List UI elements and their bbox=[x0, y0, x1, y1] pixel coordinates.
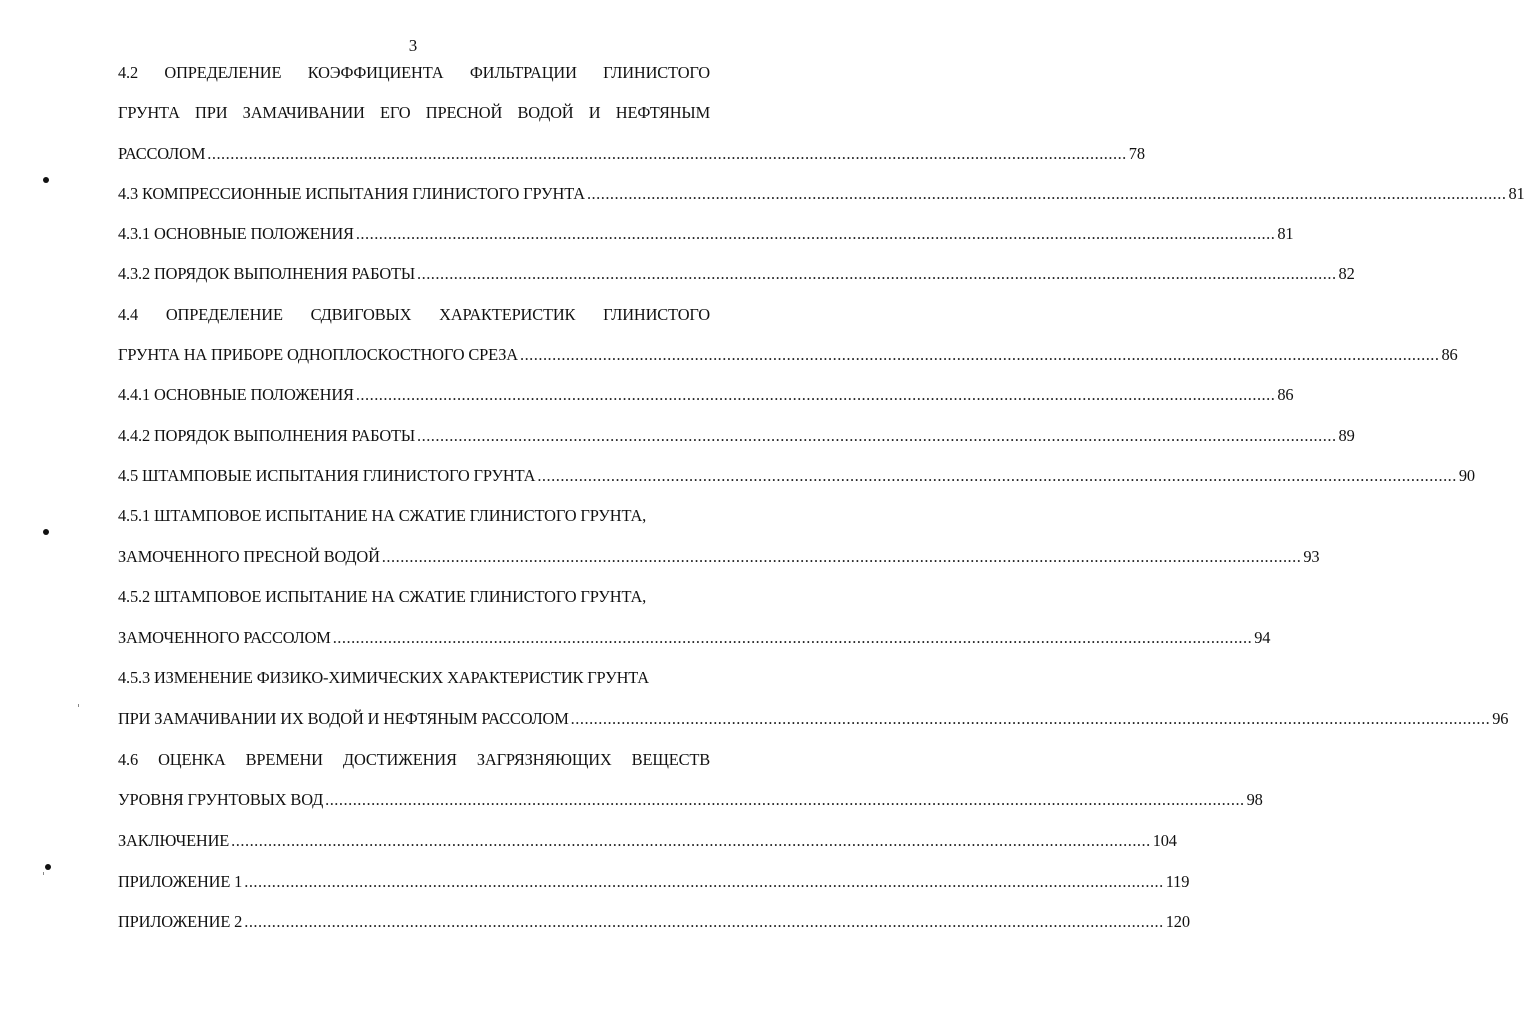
toc-entry[interactable] bbox=[118, 872, 1190, 892]
dot-leader: ........................................................................................................................................................................................................ bbox=[355, 224, 1276, 243]
toc-entry-page: 81 bbox=[1508, 184, 1525, 203]
toc-line: 4.5.3 ИЗМЕНЕНИЕ ФИЗИКО-ХИМИЧЕСКИХ ХАРАКТЕРИСТИК ГРУНТА bbox=[118, 668, 649, 687]
toc-entry-title: 4.4.2 ПОРЯДОК ВЫПОЛНЕНИЯ РАБОТЫ bbox=[118, 426, 416, 445]
binding-hole-mark bbox=[45, 864, 51, 870]
toc-entry-page: 89 bbox=[1338, 426, 1355, 445]
toc-entry[interactable] bbox=[118, 628, 1271, 648]
toc-entry-title: 4.4.1 ОСНОВНЫЕ ПОЛОЖЕНИЯ bbox=[118, 385, 354, 404]
dot-leader: ........................................................................................................................................................................................................ bbox=[244, 872, 1164, 891]
dot-leader: ........................................................................................................................................................................................................ bbox=[355, 385, 1276, 404]
toc-line: 4.2 ОПРЕДЕЛЕНИЕ КОЭФФИЦИЕНТА ФИЛЬТРАЦИИ ГЛИНИСТОГО bbox=[118, 63, 710, 82]
dot-leader: ........................................................................................................................................................................................................ bbox=[325, 790, 1245, 809]
toc-entry-title: ЗАКЛЮЧЕНИЕ bbox=[118, 831, 230, 850]
dot-leader: ........................................................................................................................................................................................................ bbox=[244, 912, 1164, 931]
scan-speck bbox=[78, 704, 79, 707]
toc-entry-title: 4.5 ШТАМПОВЫЕ ИСПЫТАНИЯ ГЛИНИСТОГО ГРУНТА bbox=[118, 466, 536, 485]
toc-entry[interactable] bbox=[118, 144, 1145, 164]
dot-leader: ........................................................................................................................................................................................................ bbox=[417, 426, 1337, 445]
toc-entry[interactable] bbox=[118, 831, 1177, 851]
toc-entry-page: 98 bbox=[1246, 790, 1263, 809]
toc-entry-title: ПРИ ЗАМАЧИВАНИИ ИХ ВОДОЙ И НЕФТЯНЫМ РАССОЛОМ bbox=[118, 709, 569, 728]
dot-leader: ........................................................................................................................................................................................................ bbox=[231, 831, 1151, 850]
toc-entry-title: ПРИЛОЖЕНИЕ 1 bbox=[118, 872, 243, 891]
dot-leader: ........................................................................................................................................................................................................ bbox=[519, 345, 1440, 364]
toc-entry[interactable] bbox=[118, 426, 1355, 446]
toc-entry-page: 86 bbox=[1277, 385, 1294, 404]
toc-line: 4.6 ОЦЕНКА ВРЕМЕНИ ДОСТИЖЕНИЯ ЗАГРЯЗНЯЮЩИХ ВЕЩЕСТВ bbox=[118, 750, 710, 769]
toc-entry-title: ПРИЛОЖЕНИЕ 2 bbox=[118, 912, 243, 931]
toc-line: 4.4 ОПРЕДЕЛЕНИЕ СДВИГОВЫХ ХАРАКТЕРИСТИК ГЛИНИСТОГО bbox=[118, 305, 710, 324]
toc-entry-page: 93 bbox=[1303, 547, 1320, 566]
toc-entry-page: 78 bbox=[1128, 144, 1145, 163]
dot-leader: ........................................................................................................................................................................................................ bbox=[381, 547, 1302, 566]
toc-entry-title: УРОВНЯ ГРУНТОВЫХ ВОД bbox=[118, 790, 324, 809]
toc-entry[interactable] bbox=[118, 547, 1320, 567]
toc-entry-page: 94 bbox=[1254, 628, 1271, 647]
toc-entry-title: ГРУНТА НА ПРИБОРЕ ОДНОПЛОСКОСТНОГО СРЕЗА bbox=[118, 345, 518, 364]
toc-entry[interactable] bbox=[118, 709, 1509, 729]
toc-entry-page: 82 bbox=[1338, 264, 1355, 283]
toc-entry-title: 4.3 КОМПРЕССИОННЫЕ ИСПЫТАНИЯ ГЛИНИСТОГО ГРУНТА bbox=[118, 184, 585, 203]
toc-line: 4.5.1 ШТАМПОВОЕ ИСПЫТАНИЕ НА СЖАТИЕ ГЛИНИСТОГО ГРУНТА, bbox=[118, 506, 647, 525]
toc-entry[interactable] bbox=[118, 345, 1458, 365]
dot-leader: ........................................................................................................................................................................................................ bbox=[586, 184, 1507, 203]
toc-entry[interactable] bbox=[118, 385, 1294, 405]
dot-leader: ........................................................................................................................................................................................................ bbox=[332, 628, 1253, 647]
dot-leader: ........................................................................................................................................................................................................ bbox=[570, 709, 1491, 728]
toc-entry[interactable] bbox=[118, 224, 1294, 244]
toc-entry[interactable] bbox=[118, 790, 1263, 810]
binding-hole-mark bbox=[43, 177, 49, 183]
dot-leader: ........................................................................................................................................................................................................ bbox=[537, 466, 1457, 485]
dot-leader: ........................................................................................................................................................................................................ bbox=[417, 264, 1337, 283]
toc-entry-page: 81 bbox=[1277, 224, 1294, 243]
toc-entry[interactable] bbox=[118, 264, 1355, 284]
toc-entry-title: 4.3.1 ОСНОВНЫЕ ПОЛОЖЕНИЯ bbox=[118, 224, 354, 243]
toc-entry[interactable] bbox=[118, 184, 1525, 204]
dot-leader: ........................................................................................................................................................................................................ bbox=[207, 144, 1127, 163]
toc-entry-page: 86 bbox=[1441, 345, 1458, 364]
toc-entry-page: 96 bbox=[1492, 709, 1509, 728]
toc-entry-title: ЗАМОЧЕННОГО РАССОЛОМ bbox=[118, 628, 331, 647]
toc-entry-title: ЗАМОЧЕННОГО ПРЕСНОЙ ВОДОЙ bbox=[118, 547, 380, 566]
binding-hole-mark bbox=[43, 529, 49, 535]
toc-entry-title: 4.3.2 ПОРЯДОК ВЫПОЛНЕНИЯ РАБОТЫ bbox=[118, 264, 416, 283]
toc-entry-page: 104 bbox=[1152, 831, 1177, 850]
scan-speck bbox=[43, 872, 44, 875]
toc-line: ГРУНТА ПРИ ЗАМАЧИВАНИИ ЕГО ПРЕСНОЙ ВОДОЙ И НЕФТЯНЫМ bbox=[118, 103, 710, 122]
toc-entry-page: 90 bbox=[1458, 466, 1475, 485]
toc-entry[interactable] bbox=[118, 912, 1190, 932]
toc-entry-page: 119 bbox=[1165, 872, 1190, 891]
toc-entry-title: РАССОЛОМ bbox=[118, 144, 206, 163]
toc-line: 4.5.2 ШТАМПОВОЕ ИСПЫТАНИЕ НА СЖАТИЕ ГЛИНИСТОГО ГРУНТА, bbox=[118, 587, 647, 606]
page-number: 3 bbox=[408, 36, 418, 55]
toc-entry[interactable] bbox=[118, 466, 1475, 486]
toc-entry-page: 120 bbox=[1165, 912, 1190, 931]
